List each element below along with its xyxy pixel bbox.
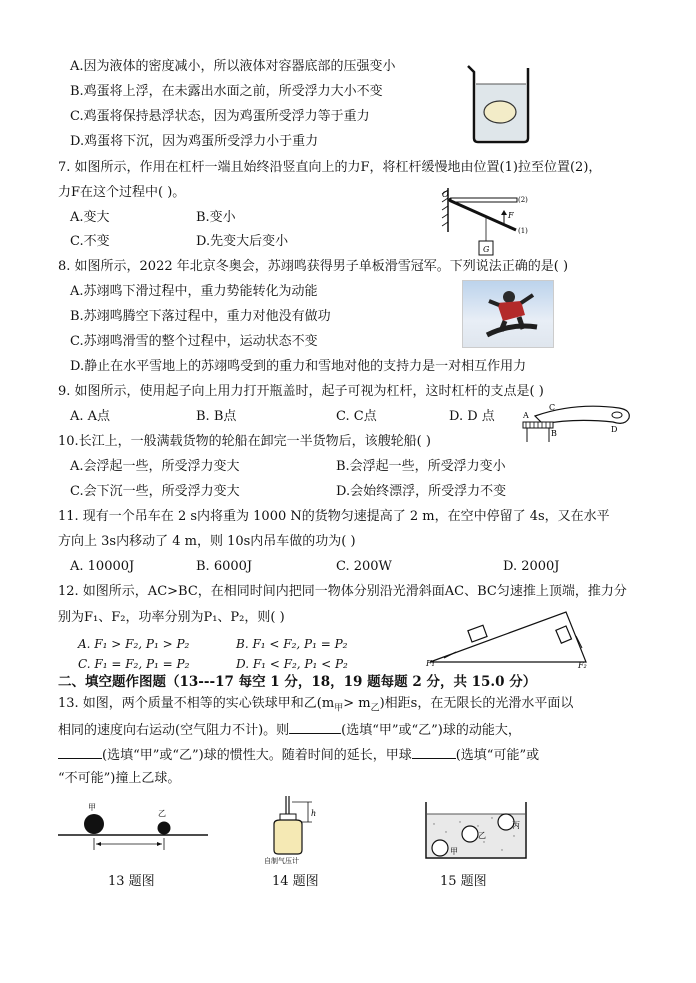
q7-option-c: C.不变 — [70, 234, 110, 249]
q13-line1-start: 13. 如图，两个质量不相等的实心铁球甲和乙(m — [58, 696, 335, 711]
q13-line1-mid: > m — [343, 696, 371, 711]
q12-option-a: A. F₁ > F₂, P₁ > P₂ — [78, 637, 190, 651]
q9-stem: 9. 如图所示，使用起子向上用力打开瓶盖时，起子可视为杠杆，这时杠杆的支点是( ) — [58, 384, 544, 399]
q13-line3-mid: (选填“甲”或“乙”)球的惯性大。随着时间的延长，甲球 — [102, 748, 412, 763]
q13-line1-end: )相距s，在无限长的光滑水平面以 — [379, 696, 574, 711]
snowboarder-icon — [463, 281, 553, 347]
q12-stem-line2: 别为F₁、F₂，功率分别为P₁、P₂，则( ) — [58, 610, 285, 625]
q9-fig-label-d: D — [611, 425, 618, 434]
q9-bottle-opener-figure — [515, 398, 635, 442]
fig13-balls-on-plane — [58, 800, 208, 856]
q7-fig-label-f: F — [508, 211, 514, 220]
q6-option-c: C.鸡蛋将保持悬浮状态，因为鸡蛋所受浮力等于重力 — [70, 109, 370, 124]
fig14-caption: 14 题图 — [272, 874, 319, 889]
q13-line4: “不可能”)撞上乙球。 — [58, 771, 181, 786]
q11-option-b: B. 6000J — [196, 559, 253, 574]
q7-fig-label-1: (1) — [518, 227, 528, 235]
q8-snowboarder-photo — [462, 280, 554, 348]
q11-stem-line2: 方向上 3s内移动了 4 m，则 10s内吊车做的功为( ) — [58, 534, 356, 549]
q10-option-b: B.会浮起一些，所受浮力变小 — [336, 459, 506, 474]
fig15-label-yi: 乙 — [478, 831, 486, 840]
fig15-container — [422, 798, 532, 862]
q13-line2-start: 相同的速度向右运动(空气阻力不计)。则 — [58, 723, 290, 738]
q6-option-d: D.鸡蛋将下沉，因为鸡蛋所受浮力小于重力 — [70, 134, 319, 149]
q11-option-a: A. 10000J — [70, 559, 135, 574]
fig14-label-h: h — [311, 809, 317, 818]
q13-blank-1[interactable] — [289, 721, 341, 734]
q9-fig-label-a: A — [523, 411, 529, 420]
q7-lever-figure — [432, 186, 542, 256]
fig15-caption: 15 题图 — [440, 874, 487, 889]
fig14-barometer-bottle — [256, 792, 336, 864]
q7-stem-line1: 7. 如图所示，作用在杠杆一端且始终沿竖直向上的力F，将杠杆缓慢地由位置(1)拉至位置(2)， — [58, 160, 602, 175]
fig13-label-yi: 乙 — [158, 809, 166, 818]
q12-stem-line1: 12. 如图所示，AC>BC，在相同时间内把同一物体分别沿光滑斜面AC、BC匀速推上顶端，推力分 — [58, 584, 627, 599]
q13-line1 — [58, 696, 573, 717]
q9-fig-label-b: B — [551, 429, 557, 438]
q13-line3-end: (选填“可能”或 — [455, 748, 540, 763]
q8-option-a: A.苏翊鸣下滑过程中，重力势能转化为动能 — [70, 284, 318, 299]
q10-option-c: C.会下沉一些，所受浮力变大 — [70, 484, 240, 499]
q10-option-d: D.会始终漂浮，所受浮力不变 — [336, 484, 507, 499]
q7-fig-label-g: G — [483, 245, 490, 254]
q12-fig-label-f1: F₁ — [426, 659, 435, 668]
q13-line2 — [58, 721, 521, 739]
fig13-label-jia: 甲 — [88, 803, 96, 812]
q6-option-b: B.鸡蛋将上浮，在未露出水面之前，所受浮力大小不变 — [70, 84, 383, 99]
q9-option-b: B. B点 — [196, 409, 237, 424]
q6-beaker-figure — [462, 62, 540, 144]
q13-blank-3[interactable] — [412, 746, 456, 759]
q11-option-c: C. 200W — [336, 559, 392, 574]
q7-option-b: B.变小 — [196, 210, 236, 225]
section-2-title: 二、填空题作图题（13---17 每空 1 分，18，19 题每题 2 分，共 15.0 分） — [58, 674, 537, 690]
q12-fig-label-f2: F₂ — [578, 661, 587, 670]
q8-option-c: C.苏翊鸣滑雪的整个过程中，运动状态不变 — [70, 334, 318, 349]
q10-option-a: A.会浮起一些，所受浮力变大 — [70, 459, 240, 474]
q9-option-a: A. A点 — [70, 409, 111, 424]
q9-option-c: C. C点 — [336, 409, 377, 424]
q11-stem-line1: 11. 现有一个吊车在 2 s内将重为 1000 N的货物匀速提高了 2 m，在空中停留了 4s，又在水平 — [58, 509, 610, 524]
fig15-label-jia: 甲 — [450, 847, 458, 856]
q13-sub-yi: 乙 — [370, 703, 380, 714]
q8-option-b: B.苏翊鸣腾空下落过程中，重力对他没有做功 — [70, 309, 331, 324]
fig13-caption: 13 题图 — [108, 874, 155, 889]
q7-option-d: D.先变大后变小 — [196, 234, 289, 249]
q9-fig-label-c: C — [549, 403, 556, 412]
q12-incline-figure — [420, 606, 596, 670]
q13-line3 — [58, 746, 539, 764]
q7-option-a: A.变大 — [70, 210, 110, 225]
q13-sub-jia: 甲 — [334, 703, 344, 714]
q6-option-a: A.因为液体的密度减小，所以液体对容器底部的压强变小 — [70, 59, 396, 74]
fig14-label: 自制气压计 — [264, 857, 299, 864]
q7-fig-label-2: (2) — [518, 196, 528, 204]
fig15-label-bing: 丙 — [512, 821, 520, 830]
q7-fig-label-o: O — [442, 190, 449, 199]
q8-option-d: D.静止在水平雪地上的苏翊鸣受到的重力和雪地对他的支持力是一对相互作用力 — [70, 359, 527, 374]
q12-option-b: B. F₁ < F₂, P₁ = P₂ — [236, 637, 348, 651]
q8-stem: 8. 如图所示，2022 年北京冬奥会，苏翊鸣获得男子单板滑雪冠军。下列说法正确的是( ) — [58, 259, 569, 274]
q10-stem: 10.长江上，一般满载货物的轮船在卸完一半货物后，该艘轮船( ) — [58, 434, 431, 449]
q11-option-d: D. 2000J — [503, 559, 560, 574]
q13-line2-end: (选填“甲”或“乙”)球的动能大， — [341, 723, 521, 738]
q12-option-c: C. F₁ = F₂, P₁ = P₂ — [78, 657, 190, 671]
q12-option-d: D. F₁ < F₂, P₁ < P₂ — [236, 657, 348, 671]
q9-option-d: D. D 点 — [449, 409, 495, 424]
q7-stem-line2: 力F在这个过程中( )。 — [58, 185, 186, 200]
q13-blank-2[interactable] — [58, 746, 102, 759]
